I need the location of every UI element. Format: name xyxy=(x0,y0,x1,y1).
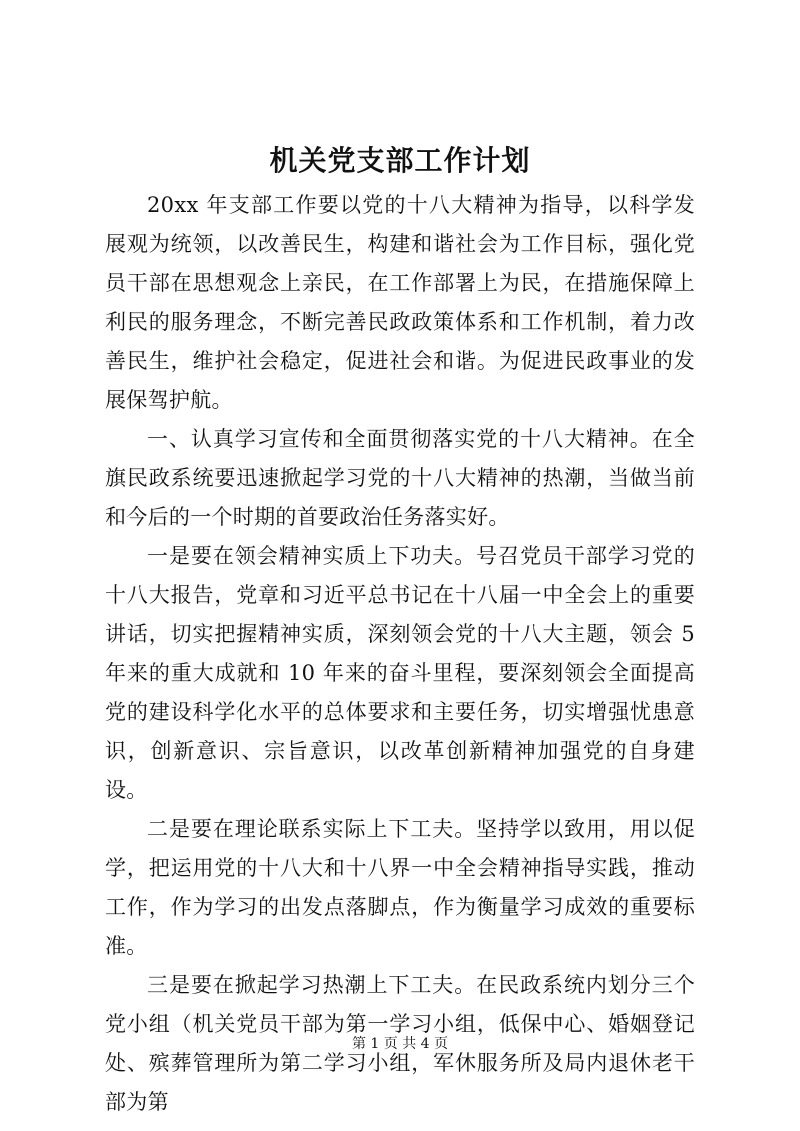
document-body xyxy=(105,186,695,1122)
document-title: 机关党支部工作计划 xyxy=(269,144,531,177)
paragraph-intro: 20xx 年支部工作要以党的十八大精神为指导，以科学发展观为统领，以改善民生，构建和谐社会为工作目标，强化党员干部在思想观念上亲民，在工作部署上为民，在措施保障上利民的服务理念，不断完善民政政策体系和工作机制，着力改善民生，维护社会稳定，促进社会和谐。为促进民政事业的发展保驾护航。 xyxy=(105,193,695,412)
paragraph-point-1: 一是要在领会精神实质上下功夫。号召党员干部学习党的十八大报告，党章和习近平总书记在十八届一中全会上的重要讲话，切实把握精神实质，深刻领会党的十八大主题，领会 5 年来的重大成就和 10 年来的奋斗里程，要深刻领会全面提高党的建设科学化水平的总体要求和主要任务，切实增强忧患意识，创新意识、宗旨意识，以改革创新精神加强党的自身建设。 xyxy=(105,544,695,802)
paragraph-point-3: 三是要在掀起学习热潮上下工夫。在民政系统内划分三个党小组（机关党员干部为第一学习小组，低保中心、婚姻登记处、殡葬管理所为第二学习小组，军休服务所及局内退休老干部为第 xyxy=(105,973,695,1114)
paragraph-point-2: 二是要在理论联系实际上下工夫。坚持学以致用，用以促学，把运用党的十八大和十八界一中全会精神指导实践，推动工作，作为学习的出发点落脚点，作为衡量学习成效的重要标准。 xyxy=(105,817,695,958)
page-number-footer: 第 1 页 共 4 页 xyxy=(351,1036,449,1052)
paragraph-section-1: 一、认真学习宣传和全面贯彻落实党的十八大精神。在全旗民政系统要迅速掀起学习党的十八大精神的热潮，当做当前和今后的一个时期的首要政治任务落实好。 xyxy=(105,427,695,529)
